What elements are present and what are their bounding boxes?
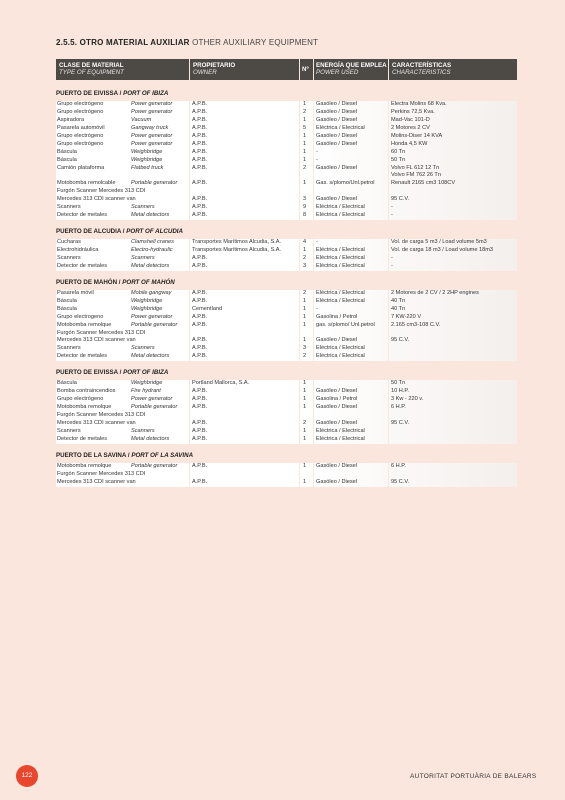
cell-owner: A.P.B. [192, 196, 208, 203]
cell-owner: A.P.B. [192, 108, 208, 115]
table-row [56, 125, 517, 133]
cell-number: 3 [303, 196, 307, 203]
table-row [56, 404, 517, 412]
port-rows [56, 101, 517, 220]
cell-characteristics: Vol. de carga 5 m3 / Load volume 5m3 [391, 239, 487, 246]
port-section [56, 365, 517, 444]
cell-number: 1 [303, 337, 307, 344]
section-title [56, 38, 318, 47]
page-number-badge: 122 [16, 765, 38, 787]
cell-type: Grupo electrógeno [57, 396, 104, 403]
cell-power: Eléctrica / Electrical [316, 353, 365, 360]
cell-power: - [316, 156, 318, 163]
port-rows [56, 380, 517, 444]
port-rows [56, 463, 517, 487]
table-row [56, 263, 517, 271]
cell-number: 1 [303, 396, 307, 403]
cell-type: Pasarela móvil [57, 289, 94, 296]
table-row [56, 141, 517, 149]
cell-type: Báscula [57, 148, 77, 155]
cell-owner: Cementland [192, 305, 223, 312]
cell-characteristics: - [391, 212, 393, 219]
cell-type: Báscula [57, 156, 77, 163]
cell-type: Cucharas [57, 239, 81, 246]
cell-type: Mercedes 313 CDI scanner van [57, 196, 136, 203]
cell-characteristics: 95 C.V. [391, 337, 410, 344]
cell-power: Gasóleo / Diesel [316, 388, 358, 395]
cell-characteristics: Volvo FL 612 12 Tn [391, 164, 440, 171]
cell-type: Mercedes 313 CDI scanner van [57, 337, 136, 344]
cell-type: Bomba contraincendios [57, 388, 116, 395]
cell-owner: A.P.B. [192, 404, 208, 411]
cell-type: Scanners [57, 204, 81, 211]
cell-type-en: Metal detectors [131, 353, 170, 360]
cell-number: 1 [303, 148, 307, 155]
cell-power: Eléctrica / Electrical [316, 435, 365, 442]
cell-type: Furgón Scanner Mercedes 313 CDI [57, 188, 146, 195]
table-row [56, 101, 517, 109]
cell-power: - [316, 239, 318, 246]
cell-type-en: Power generator [131, 101, 173, 107]
cell-owner: A.P.B. [192, 353, 208, 360]
footer-publisher: AUTORITAT PORTUÀRIA DE BALEARS [410, 773, 537, 780]
section-title-en: OTHER AUXILIARY EQUIPMENT [192, 38, 319, 47]
cell-type-en: Fire hydrant [131, 388, 161, 395]
cell-characteristics: - [391, 262, 393, 269]
cell-owner: A.P.B. [192, 204, 208, 211]
port-title-en: PORT OF IBIZA [123, 90, 169, 97]
cell-type-en: Clamshell cranes [131, 239, 174, 246]
cell-number: 9 [303, 204, 307, 211]
header-characteristics-es: CARACTERÍSTICAS [392, 62, 452, 69]
header-type [59, 62, 124, 76]
cell-number: 2 [303, 353, 307, 360]
table-row [56, 255, 517, 263]
table-row [56, 388, 517, 396]
table-row [56, 463, 517, 471]
cell-power: Gasolina / Petrol [316, 396, 358, 403]
table-row [56, 471, 517, 479]
table-row [56, 133, 517, 141]
cell-owner: A.P.B. [192, 262, 208, 269]
cell-owner: A.P.B. [192, 140, 208, 147]
cell-owner: A.P.B. [192, 180, 208, 187]
table-row [56, 196, 517, 204]
cell-type-en: Scanners [131, 345, 155, 352]
cell-characteristics: 6 H.P. [391, 404, 406, 411]
cell-owner: A.P.B. [192, 345, 208, 352]
cell-characteristics: Honda 4,5 KW [391, 140, 428, 147]
port-title [56, 86, 517, 101]
port-title-en: PORT OF MAHÓN [122, 278, 175, 286]
cell-number: 4 [303, 239, 307, 246]
cell-power: Gasóleo / Diesel [316, 132, 358, 139]
cell-number: 1 [303, 313, 307, 320]
cell-type-en: Scanners [131, 427, 155, 434]
cell-type-en: Portable generator [131, 462, 178, 469]
cell-type: Motobomba remolcable [57, 180, 116, 187]
cell-number: 1 [303, 116, 307, 123]
port-title-es: PUERTO DE MAHÓN / [56, 278, 121, 286]
cell-characteristics: 3 Kw - 220 v. [391, 396, 424, 403]
cell-type: Grupo electrógeno [57, 101, 104, 107]
cell-type-en: Weighbridge [131, 297, 163, 304]
port-title [56, 448, 517, 463]
cell-power: Gasóleo / Diesel [316, 164, 358, 171]
table-row [56, 204, 517, 212]
cell-owner: A.P.B. [192, 101, 208, 107]
table-row [56, 172, 517, 180]
cell-type: Grupo electrógeno [57, 132, 104, 139]
cell-type-en: Portable generator [131, 404, 178, 411]
cell-type-en: Electro-hydraulic [131, 247, 173, 253]
header-owner [193, 62, 235, 76]
cell-owner: A.P.B. [192, 212, 208, 219]
table-row [56, 239, 517, 247]
cell-type: Detector de metales [57, 212, 108, 219]
table-row [56, 212, 517, 220]
table-row [56, 380, 517, 388]
cell-type-en: Metal detectors [131, 435, 170, 442]
cell-owner: A.P.B. [192, 462, 208, 469]
cell-type: Furgón Scanner Mercedes 313 CDI [57, 412, 146, 418]
cell-type: Camión plataforma [57, 164, 105, 171]
cell-number: 1 [303, 247, 307, 253]
cell-type-en: Power generator [131, 132, 173, 139]
cell-number: 1 [303, 101, 307, 107]
cell-characteristics: Molins-Diser 14 KVA [391, 132, 443, 139]
header-number: Nº [302, 66, 309, 73]
cell-type-en: Portable generator [131, 321, 178, 328]
cell-power: Gasóleo / Diesel [316, 108, 358, 115]
table-body [56, 86, 517, 487]
port-title-es: PUERTO DE EIVISSA / [56, 90, 122, 97]
cell-type: Scanners [57, 427, 81, 434]
port-section [56, 275, 517, 361]
cell-power: Eléctrica / Electrical [316, 212, 365, 219]
cell-type: Grupo electrogeno [57, 313, 104, 320]
cell-type-en: Portable generator [131, 180, 178, 187]
cell-characteristics: 95 C.V. [391, 419, 410, 426]
table-row [56, 117, 517, 125]
cell-type: Báscula [57, 297, 77, 304]
cell-power: Eléctrica / Electrical [316, 247, 365, 253]
cell-power: Gasóleo / Diesel [316, 462, 358, 469]
cell-type: Motobomba remolque [57, 404, 112, 411]
cell-number: 1 [303, 305, 307, 312]
port-title-es: PUERTO DE ALCUDIA / [56, 228, 125, 236]
header-owner-en: OWNER [193, 69, 217, 76]
cell-type: Grupo electrógeno [57, 108, 104, 115]
table-row [56, 436, 517, 444]
table-row [56, 298, 517, 306]
header-characteristics-en: CHARACTERISTICS [392, 69, 451, 76]
cell-power: gas. s/plomo/ Unl.petrol [316, 321, 375, 328]
cell-characteristics: 95 C.V. [391, 478, 410, 485]
cell-number: 1 [303, 435, 307, 442]
cell-type: Motobomba remolque [57, 462, 112, 469]
cell-type: Báscula [57, 380, 77, 387]
cell-power: Eléctrica / Electrical [316, 204, 365, 211]
cell-power: Gasolina / Petrol [316, 313, 358, 320]
port-title-en: PORT OF LA SAVINA [131, 451, 194, 459]
cell-characteristics: Renault 2165 cm3 108CV [391, 180, 456, 187]
cell-number: 2 [303, 108, 307, 115]
cell-number: 1 [303, 140, 307, 147]
cell-power: Gasóleo / Diesel [316, 196, 358, 203]
cell-characteristics: 2.165 cm3-108 C.V. [391, 321, 441, 328]
cell-type-en: Weighbridge [131, 148, 163, 155]
cell-type: Scanners [57, 345, 81, 352]
cell-owner: A.P.B. [192, 396, 208, 403]
cell-type: Pasarela automóvil [57, 124, 105, 131]
cell-number: 2 [303, 289, 307, 296]
table-row [56, 322, 517, 330]
cell-number: 1 [303, 427, 307, 434]
cell-characteristics: Vol. de carga 18 m3 / Load volume 18m3 [391, 247, 493, 253]
cell-power: Eléctrica / Electrical [316, 427, 365, 434]
cell-power: Gasóleo / Diesel [316, 140, 358, 147]
header-type-en: TYPE OF EQUIPMENT [59, 69, 124, 76]
cell-characteristics: Electra Molins 68 Kva. [391, 101, 447, 107]
cell-number: 1 [303, 404, 307, 411]
table-row [56, 149, 517, 157]
cell-owner: A.P.B. [192, 164, 208, 171]
cell-type: Furgón Scanner Mercedes 313 CDI [57, 329, 146, 336]
table-row [56, 420, 517, 428]
cell-type: Detector de metales [57, 353, 108, 360]
cell-power: Eléctrica / Electrical [316, 297, 365, 304]
cell-owner: A.P.B. [192, 132, 208, 139]
cell-power: Eléctrica / Electrical [316, 254, 365, 261]
cell-number: 2 [303, 419, 307, 426]
cell-type-en: Flatbed truck [131, 164, 164, 171]
cell-type-en: Power generator [131, 140, 173, 147]
port-title-en: PORT OF ALCUDIA [126, 228, 183, 236]
cell-type: Aspiradora [57, 116, 85, 123]
header-type-es: CLASE DE MATERIAL [59, 62, 124, 69]
table-header [56, 59, 517, 80]
cell-type-en: Weighbridge [131, 305, 163, 312]
cell-characteristics: Volvo FM 762 26 Tn [391, 172, 441, 179]
cell-type-en: Weighbridge [131, 380, 163, 387]
cell-characteristics: 50 Tn [391, 380, 406, 387]
cell-characteristics: 95 C.V. [391, 196, 410, 203]
cell-owner: A.P.B. [192, 388, 208, 395]
table-row [56, 396, 517, 404]
cell-owner: A.P.B. [192, 156, 208, 163]
cell-power: Eléctrica / Electrical [316, 262, 365, 269]
cell-number: 1 [303, 132, 307, 139]
cell-owner: Portland Mallorca, S.A. [192, 380, 250, 387]
cell-number: 1 [303, 380, 307, 387]
table-row [56, 188, 517, 196]
cell-characteristics: 50 Tn [391, 156, 406, 163]
cell-number: 2 [303, 254, 307, 261]
cell-characteristics: - [391, 254, 393, 261]
port-title-es: PUERTO DE LA SAVINA / [56, 451, 130, 459]
port-title [56, 275, 517, 290]
header-owner-es: PROPIETARIO [193, 62, 236, 69]
cell-type: Detector de metales [57, 262, 108, 269]
cell-power: Eléctrica / Electrical [316, 289, 365, 296]
cell-type-en: Power generator [131, 313, 173, 320]
cell-type-en: Power generator [131, 108, 173, 115]
cell-type-en: Scanners [131, 204, 155, 211]
table-row [56, 345, 517, 353]
header-power-en: POWER USED [316, 69, 359, 76]
cell-characteristics: 6 H.P. [391, 462, 406, 469]
table-row [56, 412, 517, 420]
section-title-es: 2.5.5. OTRO MATERIAL AUXILIAR [56, 38, 190, 47]
cell-characteristics: 2 Motores 2 CV [391, 124, 430, 131]
port-section [56, 86, 517, 220]
cell-owner: Transportes Marítimos Alcudia, S.A. [192, 239, 282, 246]
cell-characteristics: 60 Tn [391, 148, 406, 155]
cell-power: - [316, 148, 318, 155]
cell-characteristics: 2 Motores de 2 CV / 2 2HP engines [391, 289, 479, 296]
cell-type-en: Gangway truck [131, 124, 169, 131]
cell-characteristics: 40 Tn [391, 297, 406, 304]
cell-owner: A.P.B. [192, 427, 208, 434]
cell-number: 5 [303, 124, 307, 131]
cell-owner: A.P.B. [192, 478, 208, 485]
table-row [56, 314, 517, 322]
cell-owner: A.P.B. [192, 289, 208, 296]
cell-type-en: Metal detectors [131, 212, 170, 219]
cell-type-en: Scanners [131, 254, 155, 261]
port-title-es: PUERTO DE EIVISSA / [56, 369, 122, 377]
port-rows [56, 290, 517, 361]
table-row [56, 428, 517, 436]
cell-owner: A.P.B. [192, 337, 208, 344]
cell-number: 1 [303, 180, 307, 187]
header-power [316, 62, 387, 76]
cell-power: Gasóleo / Diesel [316, 478, 358, 485]
cell-characteristics: 10 H.P. [391, 388, 409, 395]
cell-power: - [316, 305, 318, 312]
cell-power: Eléctrica / Electrical [316, 124, 365, 131]
table-row [56, 479, 517, 487]
cell-characteristics: 40 Tn [391, 305, 406, 312]
cell-owner: A.P.B. [192, 297, 208, 304]
cell-type: Electrohidráulica [57, 247, 99, 253]
cell-number: 1 [303, 388, 307, 395]
cell-owner: A.P.B. [192, 419, 208, 426]
port-title [56, 224, 517, 239]
header-characteristics [392, 62, 451, 76]
port-section [56, 448, 517, 487]
cell-owner: A.P.B. [192, 116, 208, 123]
cell-type: Furgón Scanner Mercedes 313 CDI [57, 470, 146, 477]
table-row [56, 306, 517, 314]
cell-number: 8 [303, 212, 307, 219]
cell-type-en: Metal detectors [131, 262, 170, 269]
cell-type-en: Weighbridge [131, 156, 163, 163]
cell-type: Mercedes 313 CDI scanner van [57, 419, 136, 426]
cell-characteristics: Mad-Vac 101-D [391, 116, 430, 123]
cell-number: 1 [303, 156, 307, 163]
table-row [56, 109, 517, 117]
table-row [56, 157, 517, 165]
table-row [56, 180, 517, 188]
cell-type: Scanners [57, 254, 81, 261]
cell-number: 2 [303, 164, 307, 171]
cell-type: Motobomba remolque [57, 321, 112, 328]
cell-power: Gasóleo / Diesel [316, 419, 358, 426]
cell-type-en: Vacuum [131, 116, 152, 123]
cell-owner: A.P.B. [192, 313, 208, 320]
cell-number: 3 [303, 345, 307, 352]
cell-owner: A.P.B. [192, 148, 208, 155]
table-row [56, 353, 517, 361]
cell-power: Gas. s/plomo/Unl.petrol [316, 180, 375, 187]
cell-owner: Transportes Marítimos Alcudia, S.A. [192, 247, 282, 253]
header-power-es: ENERGÍA QUE EMPLEA [316, 62, 387, 69]
cell-number: 1 [303, 478, 307, 485]
table-row [56, 290, 517, 298]
cell-type-en: Mobile gangway [131, 289, 172, 296]
table-row [56, 330, 517, 338]
cell-characteristics: 7 KW-220 V [391, 313, 422, 320]
cell-owner: A.P.B. [192, 254, 208, 261]
port-title-en: PORT OF IBIZA [123, 369, 169, 377]
table-row [56, 165, 517, 173]
cell-characteristics: Perkins 72,5 Kva. [391, 108, 435, 115]
cell-type: Mercedes 313 CDI scanner van [57, 478, 136, 485]
equipment-table [56, 59, 517, 487]
cell-owner: A.P.B. [192, 321, 208, 328]
cell-type: Báscula [57, 305, 77, 312]
cell-type: Grupo electrógeno [57, 140, 104, 147]
cell-power: Gasóleo / Diesel [316, 101, 358, 107]
table-row [56, 247, 517, 255]
cell-owner: A.P.B. [192, 124, 208, 131]
cell-power: Gasóleo / Diesel [316, 116, 358, 123]
port-title [56, 365, 517, 380]
cell-power: Gasóleo / Diesel [316, 337, 358, 344]
cell-type: Detector de metales [57, 435, 108, 442]
cell-type-en: Power generator [131, 396, 173, 403]
cell-number: 1 [303, 462, 307, 469]
port-rows [56, 239, 517, 271]
cell-number: 1 [303, 297, 307, 304]
cell-number: 3 [303, 262, 307, 269]
table-row [56, 337, 517, 345]
cell-characteristics: - [391, 204, 393, 211]
cell-owner: A.P.B. [192, 435, 208, 442]
cell-power: Eléctrica / Electrical [316, 345, 365, 352]
cell-power: Gasóleo / Diesel [316, 404, 358, 411]
cell-number: 1 [303, 321, 307, 328]
port-section [56, 224, 517, 271]
